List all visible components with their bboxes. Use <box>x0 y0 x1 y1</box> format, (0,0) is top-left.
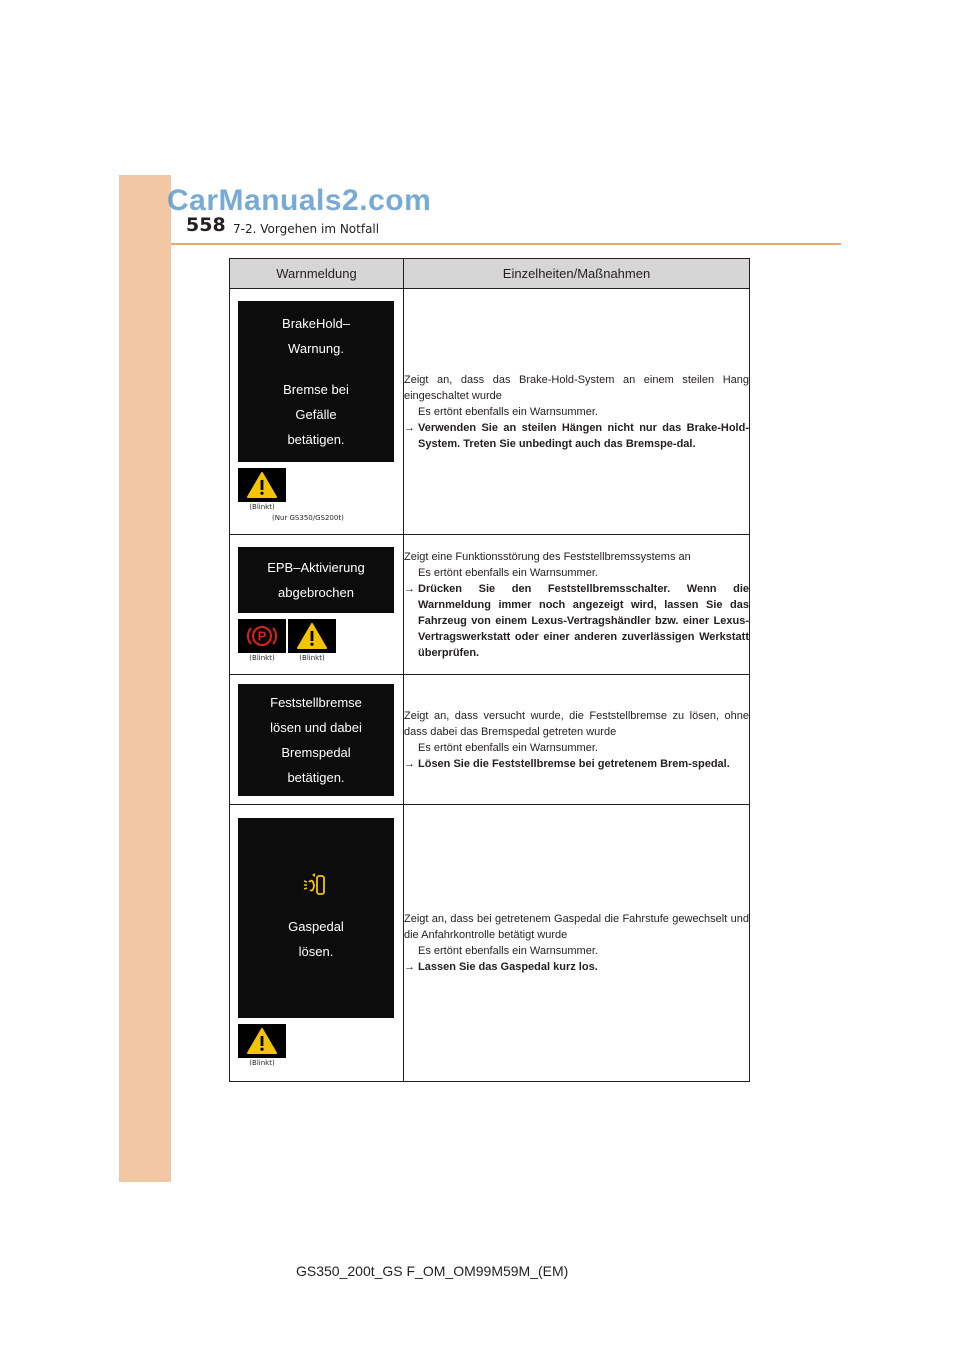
arrow-icon: → <box>404 421 415 434</box>
table-row <box>230 289 750 535</box>
blink-caption: (Blinkt) <box>249 1059 275 1067</box>
svg-text:P: P <box>257 628 267 643</box>
table-row <box>230 675 750 805</box>
buzzer-note: Es ertönt ebenfalls ein Warnsummer. <box>418 405 598 418</box>
blink-caption: (Blinkt) <box>299 653 325 662</box>
master-warning-icon <box>238 1024 286 1058</box>
action-item <box>404 959 749 975</box>
screen-line: abgebrochen <box>278 584 354 600</box>
display-screen <box>238 547 394 613</box>
warning-image-cell <box>230 535 404 675</box>
watermark: CarManuals2.com <box>167 184 432 217</box>
screen-line: betätigen. <box>287 431 345 447</box>
parking-brake-icon <box>238 619 286 653</box>
screen-line: Warnung. <box>288 340 344 356</box>
buzzer-note: Es ertönt ebenfalls ein Warnsummer. <box>418 566 598 579</box>
section-title: 7-2. Vorgehen im Notfall <box>233 222 380 236</box>
display-screen <box>238 301 394 462</box>
screen-line: Gaspedal <box>288 919 344 934</box>
table-header-row <box>230 259 750 289</box>
action-text: Drücken Sie den Feststellbremsschalter. Wenn die Warnmeldung immer noch angezeigt wird, lassen Sie das Fahrzeug von einem Lexus-Vertragshändler bzw. einer Lexus-Vertragswerkstatt oder einer anderen zuverlässigen Werkstatt überprüfen. <box>418 582 749 659</box>
master-warning-icon <box>288 619 336 653</box>
warning-table <box>229 258 750 1082</box>
description: Zeigt an, dass bei getretenem Gaspedal die Fahrstufe gewechselt und die Anfahrkontrolle betätigt wurde <box>404 913 749 941</box>
action-item <box>404 581 749 661</box>
screen-line: Bremspedal <box>281 744 351 760</box>
action-text: Lösen Sie die Feststellbremse bei getretenem Brem-spedal. <box>418 757 730 770</box>
description: Zeigt an, dass versucht wurde, die Feststellbremse zu lösen, ohne dass dabei das Bremspedal getreten wurde <box>404 709 749 738</box>
screen-line: betätigen. <box>287 769 345 785</box>
column-header-warning: Warnmeldung <box>230 259 404 289</box>
screen-line: lösen und dabei <box>270 719 362 735</box>
description: Zeigt an, dass das Brake-Hold-System an einem steilen Hang eingeschaltet wurde <box>404 373 749 402</box>
warning-image-cell <box>230 289 404 535</box>
header-rule <box>171 243 841 245</box>
details-cell <box>404 289 750 535</box>
blink-caption: (Blinkt) <box>249 502 275 511</box>
buzzer-note: Es ertönt ebenfalls ein Warnsummer. <box>418 945 598 957</box>
action-item <box>404 420 749 452</box>
display-screen <box>238 684 394 796</box>
screen-line: Gefälle <box>295 406 337 422</box>
screen-line: Feststellbremse <box>270 694 362 710</box>
screen-line: lösen. <box>298 944 334 959</box>
arrow-icon: → <box>404 582 415 595</box>
chapter-sidebar <box>119 175 171 1182</box>
warning-image-cell <box>230 675 404 805</box>
action-text: Verwenden Sie an steilen Hängen nicht nur das Brake-Hold-System. Treten Sie unbedingt auch das Bremspe-dal. <box>418 421 749 450</box>
action-item <box>404 756 749 772</box>
arrow-icon: → <box>404 961 415 973</box>
table-row <box>230 805 750 1082</box>
screen-line: BrakeHold– <box>282 315 350 331</box>
table-row <box>230 535 750 675</box>
details-cell <box>404 675 750 805</box>
accelerator-pedal-icon <box>301 872 331 906</box>
model-note: (Nur GS350/GS200t) <box>272 513 344 522</box>
details-cell <box>404 535 750 675</box>
page-number: 558 <box>186 214 226 236</box>
blink-caption: (Blinkt) <box>249 653 275 662</box>
column-header-details: Einzelheiten/Maßnahmen <box>404 259 750 289</box>
action-text: Lassen Sie das Gaspedal kurz los. <box>418 961 598 973</box>
document-code: GS350_200t_GS F_OM_OM99M59M_(EM) <box>296 1263 569 1279</box>
screen-line: Bremse bei <box>283 381 349 397</box>
details-cell <box>404 805 750 1082</box>
description: Zeigt eine Funktionsstörung des Feststellbremssystems an <box>404 550 691 563</box>
arrow-icon: → <box>404 757 415 770</box>
display-screen <box>238 818 394 1018</box>
screen-line: EPB–Aktivierung <box>267 559 365 575</box>
warning-image-cell <box>230 805 404 1082</box>
master-warning-icon <box>238 468 286 502</box>
buzzer-note: Es ertönt ebenfalls ein Warnsummer. <box>418 741 598 754</box>
